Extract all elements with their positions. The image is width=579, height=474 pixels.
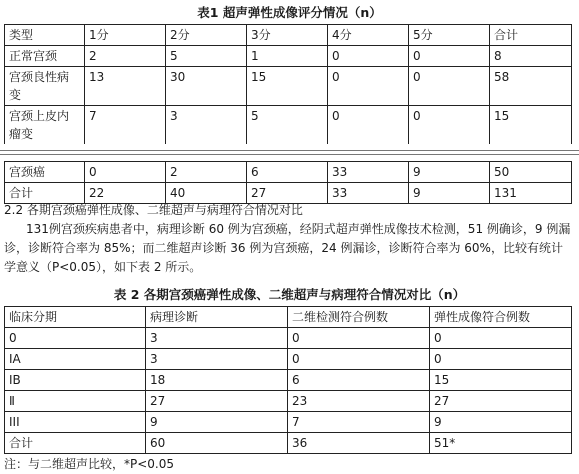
table1-cell: 合计 — [5, 183, 85, 204]
table1-cell: 22 — [85, 183, 166, 204]
table1-cell: 9 — [409, 162, 490, 183]
table1-row — [5, 67, 572, 106]
table1-header-cell: 5分 — [409, 25, 490, 46]
table2-header-row — [5, 307, 572, 328]
table2-cell: 0 — [5, 328, 146, 349]
table1-cell: 33 — [328, 183, 409, 204]
table2 — [4, 306, 572, 454]
table1-cell: 0 — [409, 46, 490, 67]
table1-header-cell: 合计 — [490, 25, 572, 46]
table2-row — [5, 412, 572, 433]
table2-cell: 0 — [430, 328, 572, 349]
table2-cell: 0 — [430, 349, 572, 370]
table2-cell: 23 — [288, 391, 430, 412]
table2-header-cell: 二维检测符合例数 — [288, 307, 430, 328]
table1-lower — [4, 161, 572, 204]
table1-header-row — [5, 25, 572, 46]
table2-cell: 9 — [430, 412, 572, 433]
table1-cell: 2 — [166, 162, 247, 183]
table2-cell: 0 — [288, 328, 430, 349]
table2-caption: 表 2 各期宫颈癌弹性成像、二维超声与病理符合情况对比（n） — [113, 287, 466, 302]
table1-cell: 0 — [328, 67, 409, 106]
table1-cell: 0 — [328, 106, 409, 145]
table2-cell: 60 — [146, 433, 288, 454]
page-break-separator — [0, 144, 579, 161]
table1-cell: 58 — [490, 67, 572, 106]
table1-cell: 131 — [490, 183, 572, 204]
table1-cell: 30 — [166, 67, 247, 106]
table1-cell: 0 — [409, 67, 490, 106]
table1-cell: 15 — [490, 106, 572, 145]
table2-cell: 3 — [146, 349, 288, 370]
table1-cell: 7 — [85, 106, 166, 145]
table2-cell: 6 — [288, 370, 430, 391]
table2-cell: IB — [5, 370, 146, 391]
table1-upper — [4, 24, 572, 145]
table2-row — [5, 349, 572, 370]
table2-row — [5, 370, 572, 391]
table1-row — [5, 46, 572, 67]
table1-cell: 8 — [490, 46, 572, 67]
table1-row — [5, 106, 572, 145]
table1-cell: 13 — [85, 67, 166, 106]
table2-cell: 27 — [430, 391, 572, 412]
table1-row — [5, 162, 572, 183]
table1-cell: 0 — [409, 106, 490, 145]
table2-cell: III — [5, 412, 146, 433]
table2-cell: 36 — [288, 433, 430, 454]
table1-cell: 宫颈癌 — [5, 162, 85, 183]
table2-header-cell: 临床分期 — [5, 307, 146, 328]
table2-total-row — [5, 433, 572, 454]
table1-cell: 宫颈良性病变 — [5, 67, 85, 106]
table2-cell: 15 — [430, 370, 572, 391]
table2-cell: 合计 — [5, 433, 146, 454]
table2-row — [5, 391, 572, 412]
table1-cell: 1 — [247, 46, 328, 67]
table1-header-cell: 2分 — [166, 25, 247, 46]
table2-cell: 9 — [146, 412, 288, 433]
table1-cell: 40 — [166, 183, 247, 204]
table2-header-cell: 弹性成像符合例数 — [430, 307, 572, 328]
table2-header-cell: 病理诊断 — [146, 307, 288, 328]
table2-cell: 0 — [288, 349, 430, 370]
table1-cell: 50 — [490, 162, 572, 183]
table1-cell: 2 — [85, 46, 166, 67]
table1-cell: 0 — [328, 46, 409, 67]
table1-cell: 5 — [166, 46, 247, 67]
table1-cell: 33 — [328, 162, 409, 183]
table2-cell: 18 — [146, 370, 288, 391]
table1-caption: 表1 超声弹性成像评分情况（n） — [197, 5, 382, 20]
table1-cell: 3 — [166, 106, 247, 145]
table2-cell: Ⅱ — [5, 391, 146, 412]
table1-cell: 宫颈上皮内瘤变 — [5, 106, 85, 145]
table2-cell: 7 — [288, 412, 430, 433]
table1-cell: 0 — [85, 162, 166, 183]
section-heading: 2.2 各期宫颈癌弹性成像、二维超声与病理符合情况对比 — [4, 203, 303, 217]
table1-cell: 6 — [247, 162, 328, 183]
table1-header-cell: 1分 — [85, 25, 166, 46]
table1-header-cell: 类型 — [5, 25, 85, 46]
table2-cell: 3 — [146, 328, 288, 349]
table1-cell: 27 — [247, 183, 328, 204]
body-paragraph: 131例宫颈疾病患者中，病理诊断 60 例为宫颈癌，经阴式超声弹性成像技术检测，51 例确诊，9 例漏诊，诊断符合率为 85%；而二维超声诊断 36 例为宫颈癌，24 例漏诊，诊断符合率为 60%，比较有统计学意义（P<0.05），如下表 2 所示。 — [4, 222, 571, 274]
table1-cell: 5 — [247, 106, 328, 145]
table1-header-cell: 4分 — [328, 25, 409, 46]
table2-cell: 51* — [430, 433, 572, 454]
table1-cell: 9 — [409, 183, 490, 204]
table2-cell: IA — [5, 349, 146, 370]
table2-cell: 27 — [146, 391, 288, 412]
table1-header-cell: 3分 — [247, 25, 328, 46]
table1-cell: 15 — [247, 67, 328, 106]
table2-footnote: 注：与二维超声比较，*P<0.05 — [4, 457, 175, 471]
table2-row — [5, 328, 572, 349]
table1-cell: 正常宫颈 — [5, 46, 85, 67]
